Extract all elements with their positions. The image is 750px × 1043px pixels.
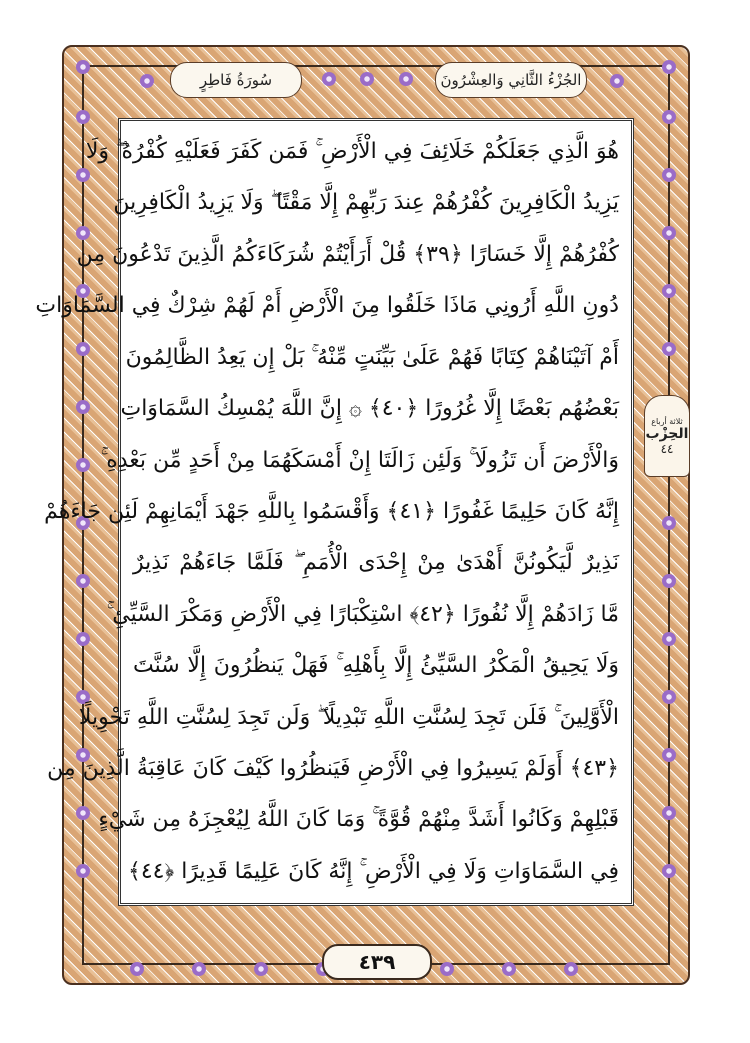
flower-ornament-icon	[662, 516, 676, 530]
verse-line: كُفْرُهُمْ إِلَّا خَسَارًا ﴿٣٩﴾ قُلْ أَرَأَيْتُمْ شُرَكَاءَكُمُ الَّذِينَ تَدْعُونَ مِن	[76, 241, 619, 267]
verse-line: يَزِيدُ الْكَافِرِينَ كُفْرُهُمْ عِندَ رَبِّهِمْ إِلَّا مَقْتًا ۖ وَلَا يَزِيدُ الْكَافِرِينَ	[113, 190, 619, 216]
flower-ornament-icon	[440, 962, 454, 976]
verse-line: قَبْلِهِمْ وَكَانُوا أَشَدَّ مِنْهُمْ قُوَّةً ۚ وَمَا كَانَ اللَّهُ لِيُعْجِزَهُ مِن شَيْءٍ	[98, 807, 619, 833]
flower-ornament-icon	[564, 962, 578, 976]
verse-line: هُوَ الَّذِي جَعَلَكُمْ خَلَائِفَ فِي الْأَرْضِ ۚ فَمَن كَفَرَ فَعَلَيْهِ كُفْرُهُ ۖ وَلَا	[85, 139, 619, 164]
flower-ornament-icon	[130, 962, 144, 976]
verse-line: وَالْأَرْضَ أَن تَزُولَا ۚ وَلَئِن زَالَتَا إِنْ أَمْسَكَهُمَا مِنْ أَحَدٍ مِّن بَعْدِهِ ۚ	[100, 447, 619, 473]
verse-line: بَعْضُهُم بَعْضًا إِلَّا غُرُورًا ﴿٤٠﴾ ۞ إِنَّ اللَّهَ يُمْسِكُ السَّمَاوَاتِ	[120, 396, 619, 422]
flower-ornament-icon	[140, 74, 154, 88]
hizb-label: الحِزْب	[645, 425, 689, 442]
hizb-fraction: ثلاثة أرباع	[651, 416, 683, 426]
page-number-cartouche	[322, 944, 432, 980]
flower-ornament-icon	[662, 226, 676, 240]
flower-ornament-icon	[76, 342, 90, 356]
flower-ornament-icon	[76, 458, 90, 472]
flower-ornament-icon	[662, 342, 676, 356]
surah-name-cartouche	[170, 62, 302, 98]
verse-line: نَذِيرٌ لَّيَكُونُنَّ أَهْدَىٰ مِنْ إِحْدَى الْأُمَمِ ۖ فَلَمَّا جَاءَهُمْ نَذِيرٌ	[133, 550, 619, 576]
text-area	[35, 118, 634, 906]
flower-ornament-icon	[399, 72, 413, 86]
flower-ornament-icon	[360, 72, 374, 86]
juz-label: الجُزْءُ الثَّانِي وَالعِشْرُونَ	[440, 71, 582, 89]
flower-ornament-icon	[254, 962, 268, 976]
flower-ornament-icon	[76, 400, 90, 414]
flower-ornament-icon	[662, 632, 676, 646]
verse-line: فِي السَّمَاوَاتِ وَلَا فِي الْأَرْضِ ۚ إِنَّهُ كَانَ عَلِيمًا قَدِيرًا ﴿٤٤﴾	[127, 858, 619, 884]
flower-ornament-icon	[76, 806, 90, 820]
header-ornament	[310, 66, 425, 92]
surah-name: سُورَةُ فَاطِرٍ	[199, 71, 273, 89]
flower-ornament-icon	[76, 864, 90, 878]
flower-ornament-icon	[76, 60, 90, 74]
verse-lines	[35, 135, 619, 889]
flower-ornament-icon	[76, 574, 90, 588]
flower-ornament-icon	[76, 110, 90, 124]
flower-ornament-icon	[662, 60, 676, 74]
verse-line: الْأَوَّلِينَ ۚ فَلَن تَجِدَ لِسُنَّتِ اللَّهِ تَبْدِيلًا ۖ وَلَن تَجِدَ لِسُنَّتِ اللَّهِ تَحْوِيلًا	[78, 704, 619, 730]
juz-cartouche	[435, 62, 587, 98]
flower-ornament-icon	[662, 110, 676, 124]
verse-line: مَّا زَادَهُمْ إِلَّا نُفُورًا ﴿٤٢﴾ اسْتِكْبَارًا فِي الْأَرْضِ وَمَكْرَ السَّيِّئِ ۚ	[106, 601, 619, 627]
flower-ornament-icon	[192, 962, 206, 976]
flower-ornament-icon	[662, 168, 676, 182]
flower-ornament-icon	[662, 284, 676, 298]
flower-ornament-icon	[662, 690, 676, 704]
flower-ornament-icon	[76, 168, 90, 182]
flower-ornament-icon	[662, 748, 676, 762]
hizb-marker	[644, 395, 690, 477]
verse-line: إِنَّهُ كَانَ حَلِيمًا غَفُورًا ﴿٤١﴾ وَأَقْسَمُوا بِاللَّهِ جَهْدَ أَيْمَانِهِمْ لَئِن جَاءَهُمْ	[44, 498, 619, 524]
verse-line: ﴿٤٣﴾ أَوَلَمْ يَسِيرُوا فِي الْأَرْضِ فَيَنظُرُوا كَيْفَ كَانَ عَاقِبَةُ الَّذِينَ مِن	[47, 756, 619, 782]
flower-ornament-icon	[322, 72, 336, 86]
verse-line: دُونِ اللَّهِ أَرُونِي مَاذَا خَلَقُوا مِنَ الْأَرْضِ أَمْ لَهُمْ شِرْكٌ فِي السَّمَاوَاتِ	[35, 293, 619, 319]
page-number: ٤٣٩	[358, 950, 396, 974]
flower-ornament-icon	[610, 74, 624, 88]
flower-ornament-icon	[662, 574, 676, 588]
flower-ornament-icon	[662, 864, 676, 878]
flower-ornament-icon	[662, 806, 676, 820]
verse-line: أَمْ آتَيْنَاهُمْ كِتَابًا فَهُمْ عَلَىٰ بَيِّنَتٍ مِّنْهُ ۚ بَلْ إِن يَعِدُ الظَّالِمُونَ	[125, 344, 619, 370]
flower-ornament-icon	[76, 632, 90, 646]
verse-line: وَلَا يَحِيقُ الْمَكْرُ السَّيِّئُ إِلَّا بِأَهْلِهِ ۚ فَهَلْ يَنظُرُونَ إِلَّا سُنَّتَ	[133, 653, 619, 679]
flower-ornament-icon	[502, 962, 516, 976]
hizb-number: ٤٤	[660, 441, 674, 456]
